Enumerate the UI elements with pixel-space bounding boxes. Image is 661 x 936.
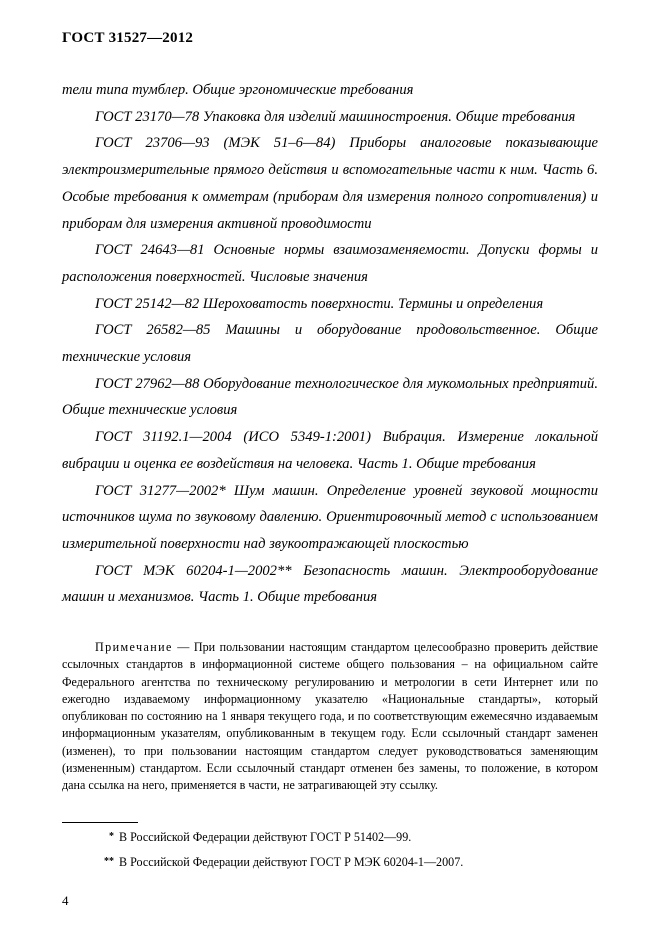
footnote-item: [62, 852, 598, 872]
note-block: [62, 639, 598, 795]
note-paragraph: [62, 639, 598, 795]
note-label: Примечание: [95, 640, 173, 654]
note-text: — При пользовании настоящим стандартом целесообразно проверить действие ссылочных стандартов в информационной системе общего пользования – на официальном сайте Федерального агентства по техническому регулированию и метрологии в сети Интернет или по ежегодно издаваемому информационному указателю «Национальные стандарты», который опубликован по состоянию на 1 января текущего года, и по соответствующим ежемесячно издаваемым информационным указателям, опубликованным в текущем году. Если ссылочный стандарт заменен (изменен), то при пользовании настоящим стандартом следует руководствоваться заменяющим (измененным) стандартом. Если ссылочный стандарт отменен без замены, то положение, в котором дана ссылка на него, применяется в части, не затрагивающей эту ссылку.: [62, 640, 598, 793]
reference-continuation: тели типа тумблер. Общие эргономические требования: [62, 82, 414, 98]
reference-item: ГОСТ 23706—93 (МЭК 51–6—84) Приборы аналоговые показывающие электроизмерительные прямого действия и вспомогательные части к ним. Часть 6. Особые требования к омметрам (приборам для измерения полного сопротивления) и приборам для измерения активной проводимости: [62, 135, 598, 232]
footnotes: [62, 827, 598, 877]
reference-item: ГОСТ 23170—78 Упаковка для изделий машиностроения. Общие требования: [95, 108, 576, 125]
footnote-text: В Российской Федерации действуют ГОСТ Р 51402—99.: [119, 830, 412, 844]
footnote-mark: **: [104, 856, 114, 867]
page-number: 4: [62, 893, 69, 908]
reference-item: ГОСТ 26582—85 Машины и оборудование продовольственное. Общие технические условия: [62, 322, 598, 366]
document-header: ГОСТ 31527—2012: [62, 30, 194, 46]
reference-item: ГОСТ 31277—2002* Шум машин. Определение уровней звуковой мощности источников шума по звуковому давлению. Ориентировочный метод с использованием измерительной поверхности над звукоотражающей плоскостью: [62, 482, 598, 552]
footnote-item: [62, 827, 598, 847]
reference-item: ГОСТ 27962—88 Оборудование технологическое для мукомольных предприятий. Общие технические условия: [62, 375, 598, 419]
reference-item: ГОСТ 24643—81 Основные нормы взаимозаменяемости. Допуски формы и расположения поверхностей. Числовые значения: [62, 242, 598, 285]
reference-item: ГОСТ 25142—82 Шероховатость поверхности. Термины и определения: [95, 295, 544, 312]
footnote-mark: *: [109, 831, 114, 842]
footnote-divider: [62, 822, 138, 823]
normative-references: [62, 77, 598, 611]
reference-item: ГОСТ МЭК 60204-1—2002** Безопасность машин. Электрооборудование машин и механизмов. Часть 1. Общие требования: [62, 562, 598, 606]
footnote-text: В Российской Федерации действуют ГОСТ Р МЭК 60204-1—2007.: [119, 855, 464, 869]
reference-item: ГОСТ 31192.1—2004 (ИСО 5349-1:2001) Вибрация. Измерение локальной вибрации и оценка ее воздействия на человека. Часть 1. Общие требования: [62, 429, 598, 472]
